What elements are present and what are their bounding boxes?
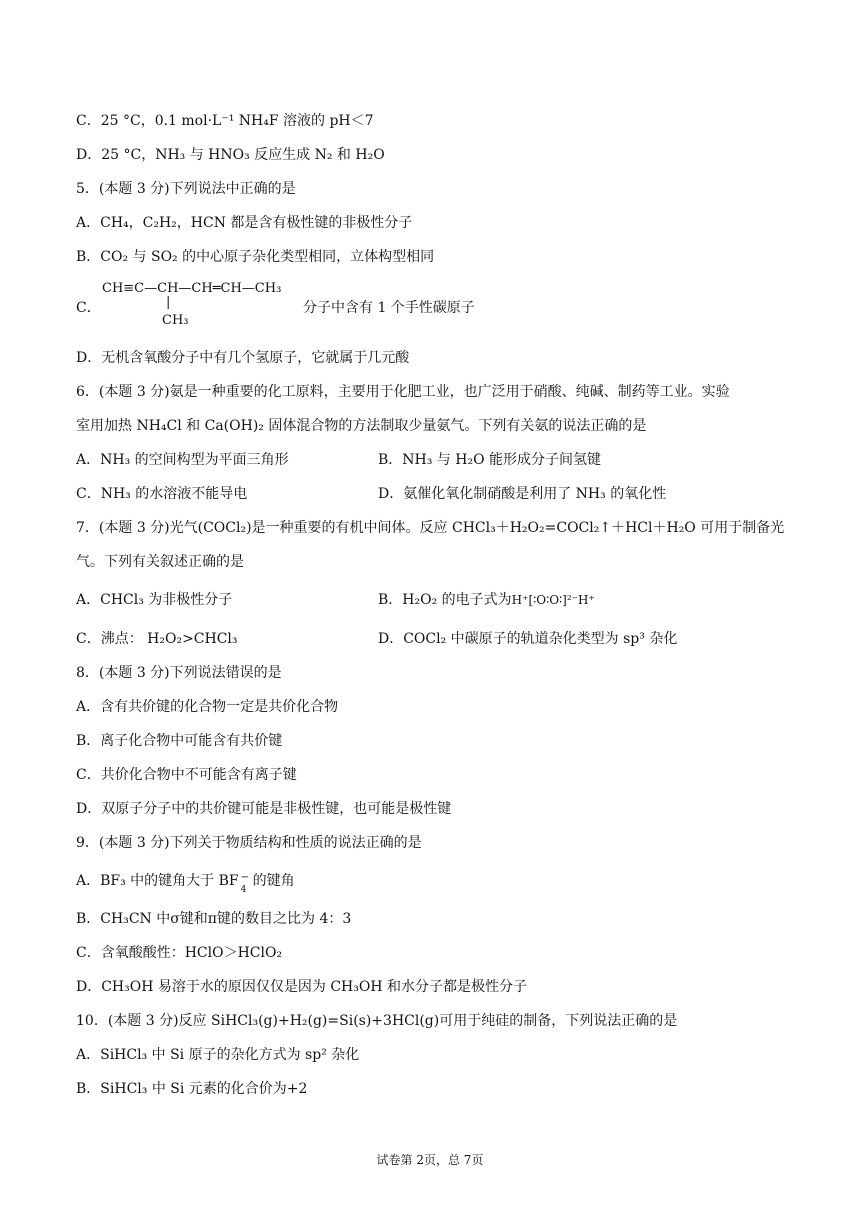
q6-option-c: C．NH₃ 的水溶液不能导电 [76, 486, 248, 502]
line-c-prev: C．25 °C，0.1 mol·L⁻¹ NH₄F 溶液的 pH＜7 [76, 113, 374, 129]
q5-option-a: A．CH₄，C₂H₂，HCN 都是含有极性键的非极性分子 [76, 215, 413, 231]
q7-option-a: A．CHCl₃ 为非极性分子 [76, 592, 233, 608]
page-footer: 试卷第 2页，总 7页 [376, 1153, 484, 1167]
question-8: 8．(本题 3 分)下列说法错误的是 [76, 665, 282, 681]
q7-option-b [378, 590, 595, 610]
q9-option-d: D．CH₃OH 易溶于水的原因仅仅是因为 CH₃OH 和水分子都是极性分子 [76, 979, 528, 995]
question-9: 9．(本题 3 分)下列关于物质结构和性质的说法正确的是 [76, 835, 422, 851]
q6-option-d: D．氨催化氧化制硝酸是利用了 NH₃ 的氧化性 [378, 486, 667, 502]
question-6-line-1: 6．(本题 3 分)氨是一种重要的化工原料，主要用于化肥工业，也广泛用于硝酸、纯碱、制药等工业。实验 [76, 384, 730, 400]
h2o2-electron-formula: H⁺[∶O∶O∶]²⁻H⁺ [511, 593, 595, 607]
q5-option-d: D．无机含氧酸分子中有几个氢原子，它就属于几元酸 [76, 350, 410, 366]
question-7-line-1: 7．(本题 3 分)光气(COCl₂)是一种重要的有机中间体。反应 CHCl₃＋H₂O₂=COCl₂↑＋HCl＋H₂O 可用于制备光 [76, 520, 785, 536]
q5-option-c-text: 分子中含有 1 个手性碳原子 [303, 300, 475, 316]
structure-branch-bond: | [166, 295, 171, 310]
question-5: 5．(本题 3 分)下列说法中正确的是 [76, 181, 296, 197]
q10-option-a: A．SiHCl₃ 中 Si 原子的杂化方式为 sp² 杂化 [76, 1047, 360, 1063]
structure-main-chain: CH≡C—CH—CH═CH—CH₃ [102, 281, 282, 296]
q9-option-a-prefix: A．BF₃ 中的键角大于 BF [76, 873, 239, 889]
question-7-line-2: 气。下列有关叙述正确的是 [76, 554, 244, 570]
q8-option-d: D．双原子分子中的共价键可能是非极性键，也可能是极性键 [76, 801, 452, 817]
q7-option-d: D．COCl₂ 中碳原子的轨道杂化类型为 sp³ 杂化 [378, 631, 678, 647]
structure-branch: CH₃ [162, 313, 189, 328]
q9-option-a-suffix: 的键角 [252, 873, 295, 889]
q6-option-a: A．NH₃ 的空间构型为平面三角形 [76, 452, 289, 468]
question-10: 10．(本题 3 分)反应 SiHCl₃(g)+H₂(g)=Si(s)+3HCl(g)可用于纯硅的制备，下列说法正确的是 [76, 1013, 678, 1029]
q10-option-b: B．SiHCl₃ 中 Si 元素的化合价为+2 [76, 1081, 308, 1097]
q6-option-b: B．NH₃ 与 H₂O 能形成分子间氢键 [378, 452, 602, 468]
bf4-subscript: 4 [240, 885, 247, 895]
q5-option-c-prefix: C． [76, 300, 101, 316]
q8-option-a: A．含有共价键的化合物一定是共价化合物 [76, 699, 339, 715]
bf4-charge: − [240, 872, 250, 883]
q9-option-c: C．含氧酸酸性：HClO＞HClO₂ [76, 945, 283, 961]
chiral-molecule-structure [102, 281, 302, 333]
q7-option-c: C．沸点： H₂O₂>CHCl₃ [76, 631, 238, 647]
q9-option-b: B．CH₃CN 中σ键和π键的数目之比为 4：3 [76, 911, 352, 927]
q8-option-c: C．共价化合物中不可能含有离子键 [76, 767, 297, 783]
q7-option-b-text: B．H₂O₂ 的电子式为 [378, 592, 512, 608]
line-d-prev: D．25 °C，NH₃ 与 HNO₃ 反应生成 N₂ 和 H₂O [76, 147, 385, 163]
q8-option-b: B．离子化合物中可能含有共价键 [76, 733, 283, 749]
question-6-line-2: 室用加热 NH₄Cl 和 Ca(OH)₂ 固体混合物的方法制取少量氨气。下列有关氨的说法正确的是 [76, 418, 647, 434]
bf4-charge-index [239, 872, 253, 895]
q9-option-a [76, 871, 295, 895]
q5-option-b: B．CO₂ 与 SO₂ 的中心原子杂化类型相同，立体构型相同 [76, 249, 435, 265]
